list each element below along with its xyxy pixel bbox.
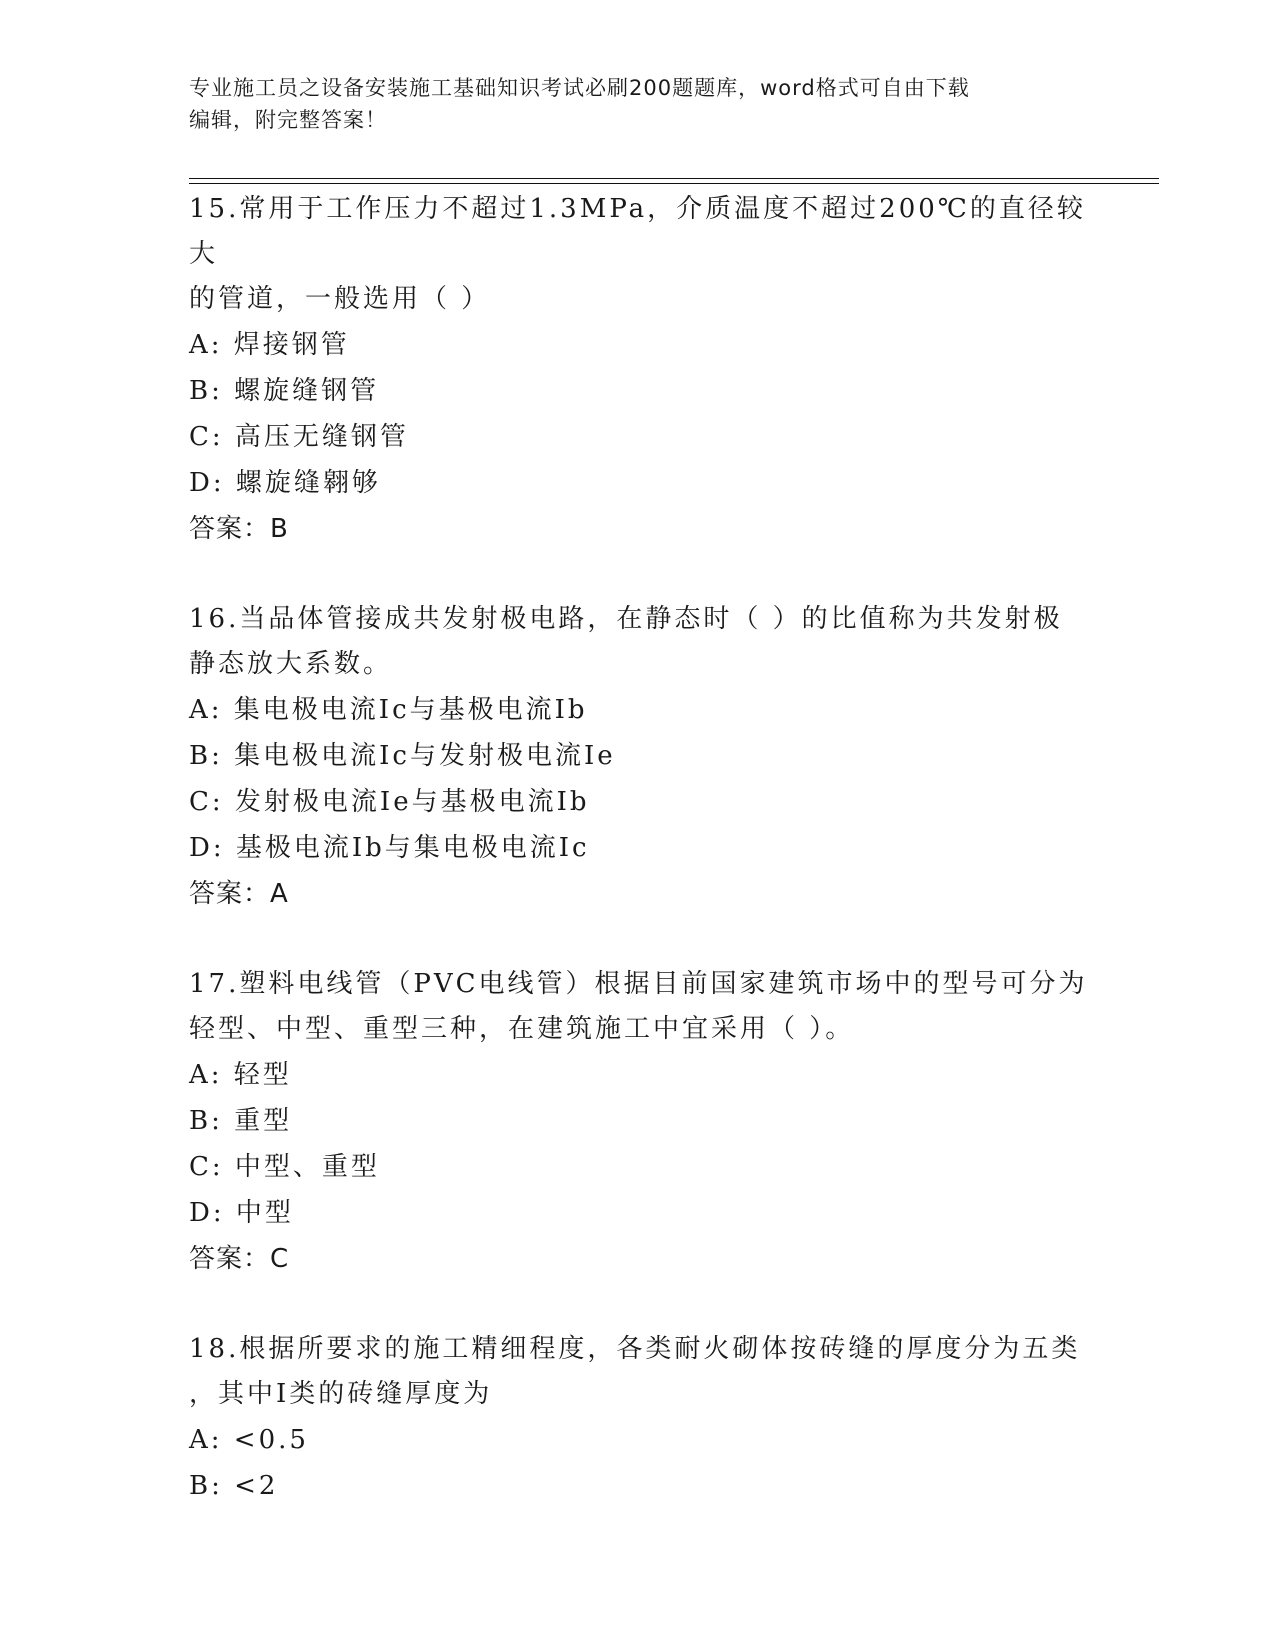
question-16 <box>189 597 1089 917</box>
document-header <box>189 72 1089 136</box>
question-18 <box>189 1327 1089 1509</box>
option-a: A: 轻型 <box>189 1060 292 1090</box>
header-divider-top <box>189 178 1159 179</box>
option-d: D: 中型 <box>189 1198 294 1228</box>
question-stem <box>189 962 1089 1052</box>
question-stem-line-1: 16.当品体管接成共发射极电路，在静态时（ ）的比值称为共发射极 <box>189 604 1063 634</box>
option-c: C: 发射极电流Ie与基极电流Ib <box>189 787 590 817</box>
question-spacer <box>189 552 1089 597</box>
question-stem-line-2: 静态放大系数。 <box>189 649 393 679</box>
option-c: C: 中型、重型 <box>189 1152 380 1182</box>
question-stem-line-1: 17.塑料电线管（PVC电线管）根据目前国家建筑市场中的型号可分为 <box>189 969 1088 999</box>
question-17 <box>189 962 1089 1282</box>
option-b: B: 重型 <box>189 1106 293 1136</box>
option-d: D: 螺旋缝翱够 <box>189 468 381 498</box>
question-15 <box>189 187 1089 552</box>
option-a: A: <0.5 <box>189 1425 309 1455</box>
question-stem-line-2: 的管道，一般选用（ ） <box>189 284 491 314</box>
header-divider-bottom <box>189 183 1159 184</box>
answer: 答案：C <box>189 1244 290 1274</box>
question-stem <box>189 1327 1089 1417</box>
header-line-1: 专业施工员之设备安装施工基础知识考试必刷200题题库，word格式可自由下载 <box>189 76 970 100</box>
option-d: D: 基极电流Ib与集电极电流Ic <box>189 833 590 863</box>
question-list <box>189 187 1089 1509</box>
question-spacer <box>189 1282 1089 1327</box>
answer: 答案：A <box>189 879 289 909</box>
option-a: A: 集电极电流Ic与基极电流Ib <box>189 695 588 725</box>
header-line-2: 编辑，附完整答案！ <box>189 108 387 132</box>
question-spacer <box>189 917 1089 962</box>
option-b: B: <2 <box>189 1471 279 1501</box>
question-stem <box>189 597 1089 687</box>
question-stem-line-1: 15.常用于工作压力不超过1.3MPa，介质温度不超过200℃的直径较大 <box>189 194 1086 269</box>
question-stem-line-1: 18.根据所要求的施工精细程度，各类耐火砌体按砖缝的厚度分为五类 <box>189 1334 1081 1364</box>
answer: 答案：B <box>189 514 289 544</box>
question-stem <box>189 187 1089 322</box>
question-stem-line-2: ，其中Ⅰ类的砖缝厚度为 <box>189 1379 493 1409</box>
option-b: B: 集电极电流Ic与发射极电流Ie <box>189 741 616 771</box>
question-stem-line-2: 轻型、中型、重型三种，在建筑施工中宜采用（ ）。 <box>189 1014 855 1044</box>
option-a: A: 焊接钢管 <box>189 330 350 360</box>
option-b: B: 螺旋缝钢管 <box>189 376 380 406</box>
option-c: C: 高压无缝钢管 <box>189 422 409 452</box>
